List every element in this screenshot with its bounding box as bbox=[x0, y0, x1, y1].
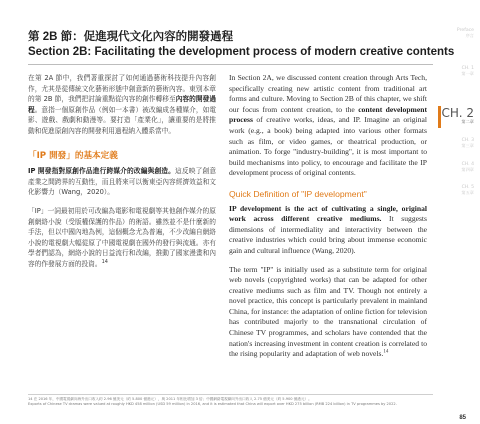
footnote-ref[interactable]: 14 bbox=[101, 258, 108, 265]
footnote-zh: 14 在 2016 年，中國電視劇向海外出口收入約 2.96 億美元（約 5.800 億港元），與 2011 年相比增加 3 倍；中國網絡電視劇向外出口收入 2.75 億美元（約 5.900 億港元）。 bbox=[28, 397, 312, 401]
zh-paragraph-3: 「IP」一詞最初用於可改編為電影和電視劇等其他創作媒介的原創網絡小說（受版權保護的作品）的術語。雖然並不是什麼新的手法，但以中國內地為例，這個概念尤為普遍，不少改編自網絡小說的電視劇大幅從原了中國電視劇在國外的發行與流通。亦有學者們認為，網絡小說的日益流行和改編，推動了國家漫畫和內容的作發展方面的投資。$^{14}$ bbox=[28, 206, 216, 268]
section-title-en: Section 2B: Facilitating the development process of modern creative contents bbox=[28, 46, 455, 58]
zh-keyword: 內容的開發過程 bbox=[28, 95, 217, 114]
en-subheading: Quick Definition of "IP development" bbox=[229, 188, 367, 199]
sidebar-item-ch3[interactable]: CH. 3 第三章 bbox=[461, 138, 474, 148]
chinese-column bbox=[28, 73, 216, 278]
english-column bbox=[229, 73, 427, 368]
sidebar-item-ch4[interactable]: CH. 4 第四章 bbox=[461, 162, 474, 172]
footnote-rule bbox=[28, 394, 433, 395]
footnote bbox=[28, 397, 438, 407]
sidebar-item-ch2[interactable]: CH. 2 第二章 bbox=[441, 106, 474, 124]
zh-subheading: 「IP 開發」的基本定義 bbox=[28, 150, 118, 161]
title-rule bbox=[28, 64, 433, 65]
sidebar-item-ch5[interactable]: CH. 5 第五章 bbox=[461, 185, 474, 195]
en-paragraph-3: The term "IP" is initially used as a substitute term for original web novels (copyrighted works) that can be adapted for other creative mediums such as film and TV. Though not entirely a novel practice, this concept is particularly prevalent in mainland China, for instance: the adaptation of online fiction for television has contributed majorly to the transnational circulation of Chinese TV programmes, and scholars have contended that the nation's increasing investment in content creation is correlated to the rising popularity and adaptation of web novels.$^{14}$ bbox=[229, 264, 427, 359]
sidebar-item-ch1[interactable]: CH. 1 第一章 bbox=[461, 66, 474, 76]
footnote-en: Exports of Chinese TV dramas were valued at roughly HKD 458 million (USD 59 million) in 2016, and it is estimated that China will export over HKD 275 billion (RMB 224 billion) in TV programmes by 2022. bbox=[28, 402, 397, 406]
footnote-ref[interactable]: 14 bbox=[383, 349, 389, 355]
en-keyword: content development process bbox=[229, 104, 427, 125]
section-title bbox=[28, 30, 455, 60]
sidebar-item-preface[interactable]: Preface 序言 bbox=[456, 28, 474, 38]
en-paragraph-1: In Section 2A, we discussed content creation through Arts Tech, specifically creating new artistic content from traditional art forms and culture. Moving to Section 2B of this chapter, we shift our focus from content creation, to the content development process of creative works, ideas, and IP. Imagine an original work (e.g., a book) being adapted into various other formats such as film, or video games, or theatrical production, or animation. To forge "industry-building", it is most important to build mechanisms into policy, to encourage and facilitate the IP development process of original contents. bbox=[229, 73, 427, 178]
zh-paragraph-1: 在第 2A 節中，我們著重探討了如何通過藝術科技提升內容創作，尤其是從傳統文化藝術形態中創意新的藝術內容。東別本章的第 2B 節，我們把討論重點從內容的創作轉移至內容的開發過程。意指一個原創作品（例如一本書）被改編成各種媒介，如電影、遊戲、戲劇和動漫等。要打造「產業化」，讓重要的是將推動和促進原創內容的開發利用過程納入體系當中。 bbox=[28, 74, 217, 135]
page-number: 85 bbox=[459, 415, 466, 421]
en-paragraph-2: IP development is the act of cultivating a single, original work across different creative mediums. It suggests dimensions of intermediality and interactivity between the creative industries which could bring about immense economic gain and cultural influence (Wang, 2020). bbox=[229, 203, 427, 255]
section-title-zh: 第 2B 節：促進現代文化內容的開發過程 bbox=[28, 31, 234, 43]
zh-paragraph-2: IP 開發指對原創作品進行跨媒介的改編與創造。這反映了創意產業之間跨界的互動性，而且將來可以衡東亞內容經濟效益和文化影響力（Wang，2020）。 bbox=[28, 167, 217, 197]
